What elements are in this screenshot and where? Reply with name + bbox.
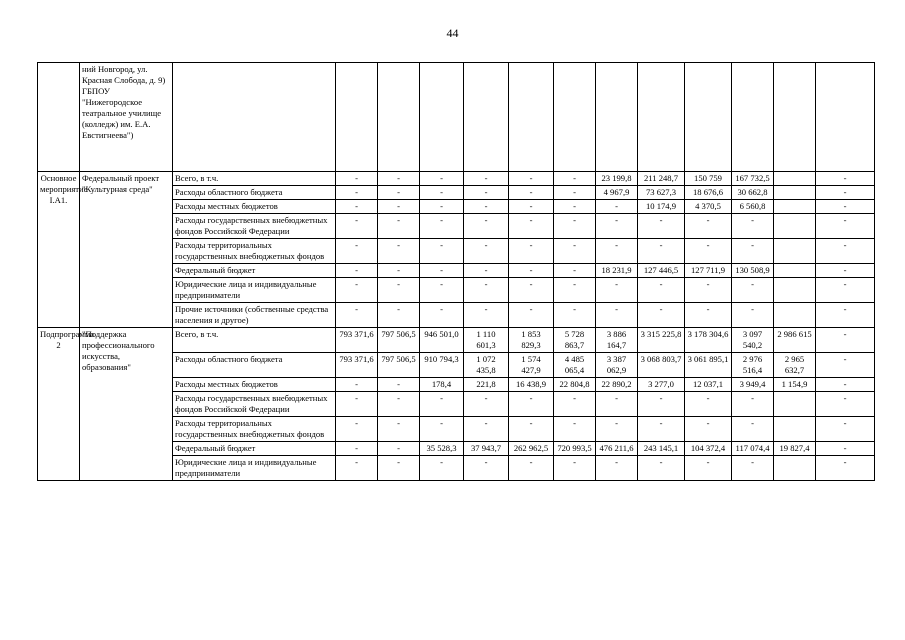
value-cell: -	[336, 378, 378, 392]
value-cell: -	[464, 278, 509, 303]
value-cell: -	[420, 303, 464, 328]
empty-cell	[173, 63, 336, 172]
value-cell: 18 676,6	[685, 186, 732, 200]
value-cell: -	[378, 172, 420, 186]
value-cell: -	[378, 303, 420, 328]
value-cell: -	[464, 186, 509, 200]
value-cell: -	[816, 417, 875, 442]
value-cell: -	[596, 392, 638, 417]
value-cell: -	[378, 239, 420, 264]
value-cell: -	[420, 172, 464, 186]
value-cell: 19 827,4	[774, 442, 816, 456]
value-cell: -	[685, 417, 732, 442]
value-cell: 793 371,6	[336, 353, 378, 378]
value-cell: -	[554, 417, 596, 442]
value-cell: -	[732, 392, 774, 417]
value-cell: -	[509, 417, 554, 442]
value-cell: 4 485 065,4	[554, 353, 596, 378]
value-cell: 127 711,9	[685, 264, 732, 278]
value-cell: 2 965 632,7	[774, 353, 816, 378]
value-cell: -	[464, 417, 509, 442]
value-cell: -	[336, 303, 378, 328]
value-cell: -	[336, 278, 378, 303]
value-cell: 3 387 062,9	[596, 353, 638, 378]
funding-source-cell: Расходы местных бюджетов	[173, 378, 336, 392]
continued-row	[38, 63, 875, 172]
value-cell: 3 315 225,8	[638, 328, 685, 353]
value-cell: -	[816, 303, 875, 328]
value-cell: -	[554, 278, 596, 303]
value-cell: 12 037,1	[685, 378, 732, 392]
value-cell	[774, 172, 816, 186]
value-cell: -	[509, 303, 554, 328]
value-cell: 16 438,9	[509, 378, 554, 392]
value-cell: -	[732, 303, 774, 328]
value-cell: -	[420, 417, 464, 442]
value-cell: 10 174,9	[638, 200, 685, 214]
funding-source-cell: Федеральный бюджет	[173, 442, 336, 456]
value-cell: -	[464, 392, 509, 417]
value-cell: -	[378, 392, 420, 417]
value-cell: -	[638, 278, 685, 303]
value-cell: 30 662,8	[732, 186, 774, 200]
value-cell: -	[596, 200, 638, 214]
value-cell: -	[464, 214, 509, 239]
value-cell: -	[509, 239, 554, 264]
value-cell: -	[336, 172, 378, 186]
value-cell: -	[732, 214, 774, 239]
value-cell: -	[554, 392, 596, 417]
funding-source-cell: Федеральный бюджет	[173, 264, 336, 278]
value-cell: -	[336, 392, 378, 417]
budget-table	[37, 62, 875, 481]
value-cell: 167 732,5	[732, 172, 774, 186]
value-cell: -	[638, 392, 685, 417]
value-cell: -	[464, 264, 509, 278]
value-cell: -	[336, 417, 378, 442]
value-cell: -	[816, 456, 875, 481]
page-number: 44	[446, 26, 459, 40]
funding-source-cell: Расходы областного бюджета	[173, 353, 336, 378]
value-cell: 3 178 304,6	[685, 328, 732, 353]
value-cell: 150 759	[685, 172, 732, 186]
value-cell: -	[336, 456, 378, 481]
value-cell: 910 794,3	[420, 353, 464, 378]
value-cell: -	[336, 200, 378, 214]
value-cell: 221,8	[464, 378, 509, 392]
value-cell: -	[336, 442, 378, 456]
value-cell: -	[816, 378, 875, 392]
value-cell: -	[816, 172, 875, 186]
value-cell: -	[638, 214, 685, 239]
value-cell: -	[420, 264, 464, 278]
value-cell: 797 506,5	[378, 328, 420, 353]
section-label: Основное мероприятие I.A1.	[38, 172, 80, 328]
value-cell: -	[464, 172, 509, 186]
value-cell: -	[554, 303, 596, 328]
value-cell: -	[378, 264, 420, 278]
value-cell: 104 372,4	[685, 442, 732, 456]
value-cell: 37 943,7	[464, 442, 509, 456]
value-cell: -	[464, 456, 509, 481]
value-cell: 4 370,5	[685, 200, 732, 214]
value-cell: -	[816, 353, 875, 378]
value-cell: 2 976 516,4	[732, 353, 774, 378]
value-cell: 243 145,1	[638, 442, 685, 456]
value-cell: -	[554, 456, 596, 481]
funding-source-cell: Всего, в т.ч.	[173, 328, 336, 353]
value-cell	[774, 239, 816, 264]
section-title: "Поддержка профессионального искусства, образования"	[80, 328, 173, 481]
value-cell: -	[420, 278, 464, 303]
value-cell: -	[816, 200, 875, 214]
value-cell: -	[638, 239, 685, 264]
value-cell: -	[378, 442, 420, 456]
value-cell: -	[732, 456, 774, 481]
funding-source-cell: Юридические лица и индивидуальные предприниматели	[173, 456, 336, 481]
value-cell: 1 072 435,8	[464, 353, 509, 378]
empty-cell	[38, 63, 80, 172]
value-cell: -	[464, 239, 509, 264]
value-cell: -	[596, 456, 638, 481]
value-cell: -	[816, 214, 875, 239]
value-cell: -	[420, 239, 464, 264]
value-cell	[774, 392, 816, 417]
value-cell: -	[816, 264, 875, 278]
value-cell: -	[378, 214, 420, 239]
value-cell: -	[336, 186, 378, 200]
value-cell: -	[685, 392, 732, 417]
value-cell: -	[378, 186, 420, 200]
value-cell: -	[685, 303, 732, 328]
value-cell: 18 231,9	[596, 264, 638, 278]
value-cell: -	[685, 456, 732, 481]
value-cell: 5 728 863,7	[554, 328, 596, 353]
value-cell: 3 097 540,2	[732, 328, 774, 353]
value-cell	[774, 264, 816, 278]
value-cell: 720 993,5	[554, 442, 596, 456]
value-cell: -	[509, 456, 554, 481]
value-cell: -	[420, 214, 464, 239]
value-cell: -	[554, 264, 596, 278]
funding-source-cell: Расходы государственных внебюджетных фондов Российской Федерации	[173, 392, 336, 417]
value-cell	[774, 214, 816, 239]
value-cell: -	[509, 186, 554, 200]
value-cell: 22 804,8	[554, 378, 596, 392]
funding-source-cell: Всего, в т.ч.	[173, 172, 336, 186]
value-cell	[774, 278, 816, 303]
value-cell: 127 446,5	[638, 264, 685, 278]
value-cell: -	[685, 214, 732, 239]
value-cell: 797 506,5	[378, 353, 420, 378]
value-cell	[774, 456, 816, 481]
value-cell: -	[420, 200, 464, 214]
value-cell: 3 068 803,7	[638, 353, 685, 378]
value-cell: -	[596, 214, 638, 239]
value-cell: -	[554, 186, 596, 200]
value-cell: -	[509, 264, 554, 278]
value-cell: -	[336, 264, 378, 278]
value-cell: 3 061 895,1	[685, 353, 732, 378]
value-cell: -	[685, 239, 732, 264]
table-row	[38, 172, 875, 186]
value-cell: -	[554, 200, 596, 214]
funding-source-cell: Прочие источники (собственные средства населения и другое)	[173, 303, 336, 328]
value-cell: -	[509, 172, 554, 186]
value-cell: -	[336, 214, 378, 239]
value-cell: 23 199,8	[596, 172, 638, 186]
value-cell: 793 371,6	[336, 328, 378, 353]
value-cell: 3 886 164,7	[596, 328, 638, 353]
value-cell: -	[596, 239, 638, 264]
value-cell: -	[638, 456, 685, 481]
value-cell: 178,4	[420, 378, 464, 392]
value-cell	[774, 200, 816, 214]
value-cell: -	[378, 200, 420, 214]
value-cell: -	[378, 378, 420, 392]
value-cell: 476 211,6	[596, 442, 638, 456]
value-cell: 35 528,3	[420, 442, 464, 456]
value-cell: 130 508,9	[732, 264, 774, 278]
table-row	[38, 328, 875, 353]
value-cell: -	[816, 186, 875, 200]
value-cell: 946 501,0	[420, 328, 464, 353]
value-cell: -	[509, 392, 554, 417]
value-cell: 262 962,5	[509, 442, 554, 456]
value-cell: -	[509, 278, 554, 303]
value-cell: -	[732, 278, 774, 303]
value-cell: 1 154,9	[774, 378, 816, 392]
value-cell: 6 560,8	[732, 200, 774, 214]
value-cell	[774, 186, 816, 200]
funding-source-cell: Расходы местных бюджетов	[173, 200, 336, 214]
value-cell: -	[816, 392, 875, 417]
value-cell: 1 853 829,3	[509, 328, 554, 353]
value-cell: -	[378, 456, 420, 481]
value-cell: 117 074,4	[732, 442, 774, 456]
funding-source-cell: Расходы территориальных государственных внебюджетных фондов	[173, 417, 336, 442]
value-cell: -	[816, 442, 875, 456]
value-cell: -	[816, 278, 875, 303]
value-cell: 1 574 427,9	[509, 353, 554, 378]
value-cell: -	[464, 303, 509, 328]
value-cell: -	[554, 172, 596, 186]
funding-source-cell: Расходы территориальных государственных внебюджетных фондов	[173, 239, 336, 264]
value-cell: -	[420, 392, 464, 417]
value-cell: -	[378, 417, 420, 442]
value-cell: -	[816, 328, 875, 353]
value-cell	[774, 417, 816, 442]
value-cell: -	[732, 417, 774, 442]
value-cell: -	[554, 239, 596, 264]
value-cell: 3 949,4	[732, 378, 774, 392]
value-cell: -	[554, 214, 596, 239]
value-cell: 22 890,2	[596, 378, 638, 392]
value-cell: -	[638, 303, 685, 328]
value-cell: 3 277,0	[638, 378, 685, 392]
value-cell: -	[596, 303, 638, 328]
value-cell: -	[420, 186, 464, 200]
value-cell: -	[378, 278, 420, 303]
value-cell: -	[732, 239, 774, 264]
funding-source-cell: Юридические лица и индивидуальные предприниматели	[173, 278, 336, 303]
value-cell: 4 967,9	[596, 186, 638, 200]
value-cell: 73 627,3	[638, 186, 685, 200]
value-cell: 2 986 615	[774, 328, 816, 353]
value-cell: -	[638, 417, 685, 442]
value-cell: 211 248,7	[638, 172, 685, 186]
value-cell: -	[596, 278, 638, 303]
value-cell: -	[420, 456, 464, 481]
section-title: Федеральный проект "Культурная среда"	[80, 172, 173, 328]
value-cell: 1 110 601,3	[464, 328, 509, 353]
funding-source-cell: Расходы областного бюджета	[173, 186, 336, 200]
value-cell: -	[816, 239, 875, 264]
value-cell: -	[596, 417, 638, 442]
value-cell: -	[509, 200, 554, 214]
value-cell: -	[464, 200, 509, 214]
value-cell: -	[509, 214, 554, 239]
continued-text-cell: ний Новгород, ул. Красная Слобода, д. 9) ГБПОУ "Нижегородское театральное училище (колледж) им. Е.А. Евстигнеева")	[80, 63, 173, 172]
section-label: Подпрограмма 2	[38, 328, 80, 481]
value-cell	[774, 303, 816, 328]
funding-source-cell: Расходы государственных внебюджетных фондов Российской Федерации	[173, 214, 336, 239]
value-cell: -	[336, 239, 378, 264]
value-cell: -	[685, 278, 732, 303]
